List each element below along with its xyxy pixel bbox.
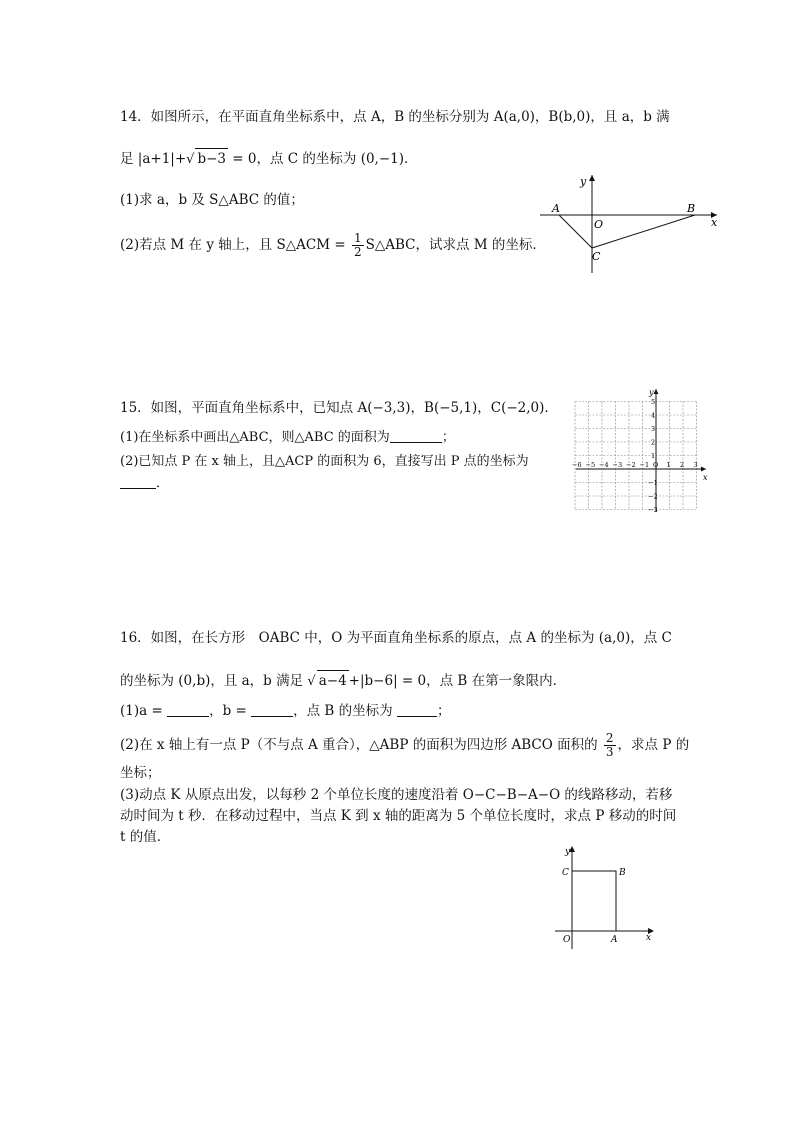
- q15-x-tick-label: O: [653, 461, 659, 469]
- q15-part1-text: (1)在坐标系中画出△ABC，则△ABC 的面积为: [120, 430, 390, 445]
- q16-stem-line2: 的坐标为 (0,b)，且 a，b 满足 √ a−4 +|b−6| = 0，点 B 在第一象限内．: [120, 670, 566, 692]
- q14-stem-line2: 足 |a+1|+√ b−3 = 0，点 C 的坐标为 (0,−1)．: [120, 148, 418, 170]
- q14-part2: [120, 232, 546, 259]
- q16-figure: [552, 843, 662, 951]
- q16-part1: [120, 701, 450, 721]
- q15-x-tick-label: −2: [626, 461, 636, 469]
- q16-part1-b: ，b =: [209, 703, 247, 719]
- q14-label-o: O: [594, 218, 604, 231]
- q14-part2-end: S△ABC，试求点 M 的坐标．: [365, 237, 546, 253]
- q15-x-tick-label: 2: [680, 461, 685, 469]
- q15-y-tick-label: −3: [648, 506, 658, 514]
- q15-x-tick-label: −4: [599, 461, 609, 469]
- q15-grid-lines: [575, 402, 697, 510]
- q16-part3-line1: (3)动点 K 从原点出发，以每秒 2 个单位长度的速度沿着 O−C−B−A−O 的线路移动，若移: [120, 787, 673, 803]
- q16-label-y: y: [565, 847, 571, 857]
- q16-part3-line3: t 的值．: [120, 829, 171, 845]
- q16-blank-a[interactable]: [167, 702, 209, 717]
- q15-answer-blank-2[interactable]: [120, 474, 156, 489]
- q15-part1: [120, 428, 455, 448]
- q14-stem-line1: 14．如图所示，在平面直角坐标系中，点 A，B 的坐标分别为 A(a,0)，B(b,0)，且 a，b 满: [120, 109, 670, 125]
- q16-blank-b[interactable]: [251, 702, 293, 717]
- q15-stem: 15．如图，平面直角坐标系中，已知点 A(−3,3)，B(−5,1)，C(−2,0)．: [120, 400, 558, 416]
- q16-rectangle-oabc: [572, 871, 616, 931]
- q16-label-c: C: [562, 868, 569, 878]
- q16-part1-c: ，点 B 的坐标为: [293, 703, 393, 719]
- q16-fraction: $\frac{2}{3}$: [605, 731, 614, 759]
- q15-y-tick-label: 4: [651, 411, 656, 420]
- q16-part1-a: (1)a =: [120, 703, 163, 719]
- q14-label-y: y: [580, 175, 587, 188]
- q14-part2-start: (2)若点 M 在 y 轴上，且 S△ACM =: [120, 237, 346, 253]
- q15-y-tick-label: 1: [651, 452, 656, 460]
- q14-figure: [535, 170, 725, 275]
- q15-x-tick-label: 3: [693, 461, 698, 469]
- q16-sqrt-radicand: a−4: [317, 670, 349, 691]
- q16-blank-point-b[interactable]: [397, 702, 437, 717]
- q15-x-label: x: [703, 473, 708, 482]
- q14-part1: (1)求 a，b 及 S△ABC 的值；: [120, 192, 304, 208]
- q14-segment-cb: [592, 215, 695, 248]
- q15-y-label: y: [649, 388, 654, 397]
- q16-label-b: B: [619, 868, 626, 878]
- q16-part2-end: ，求点 P 的: [617, 737, 690, 753]
- q15-part2-end: ．: [156, 476, 170, 491]
- q15-y-tick-label: −1: [648, 479, 658, 487]
- q16-condition-start: 的坐标为 (0,b)，且 a，b 满足: [120, 673, 304, 689]
- q15-x-tick-label: −6: [572, 461, 582, 469]
- q14-label-a: A: [552, 202, 560, 215]
- q16-part3-line2: 动时间为 t 秒．在移动过程中，当点 K 到 x 轴的距离为 5 个单位长度时，求点 P 移动的时间: [120, 808, 677, 824]
- q14-sqrt-radicand: b−3: [195, 148, 228, 169]
- q15-x-tick-label: −5: [585, 461, 596, 469]
- q14-label-c: C: [592, 250, 601, 263]
- q16-label-a: A: [611, 935, 618, 945]
- q15-part2: (2)已知点 P 在 x 轴上，且△ACP 的面积为 6，直接写出 P 点的坐标为: [120, 454, 529, 469]
- q14-condition-start: 足 |a+1|+: [120, 151, 187, 167]
- q16-part2-cont: 坐标；: [120, 765, 161, 781]
- q15-y-tick-label: 5: [651, 398, 656, 406]
- q16-label-x: x: [646, 933, 652, 943]
- q15-y-tick-label: −2: [648, 492, 658, 501]
- q14-condition-end: = 0，点 C 的坐标为 (0,−1)．: [232, 151, 418, 167]
- q14-label-x: x: [711, 216, 718, 229]
- q16-part1-d: ；: [436, 703, 451, 719]
- q16-part2: [120, 732, 689, 759]
- q15-x-tick-labels: [572, 461, 698, 469]
- q15-y-tick-label: 2: [651, 438, 656, 447]
- q15-grid-figure: [572, 385, 712, 515]
- q15-x-tick-label: −1: [639, 461, 650, 469]
- q16-label-o: O: [563, 935, 571, 945]
- q14-fraction: $\frac{1}{2}$: [353, 231, 362, 259]
- q16-part2-start: (2)在 x 轴上有一点 P（不与点 A 重合），△ABP 的面积为四边形 ABCO 面积的: [120, 737, 598, 753]
- q15-y-tick-label: 3: [651, 425, 656, 433]
- q14-segment-ac: [559, 215, 592, 248]
- q16-condition-end: +|b−6| = 0，点 B 在第一象限内．: [348, 673, 567, 689]
- q15-answer-blank-1[interactable]: [390, 428, 442, 443]
- q16-stem-line1: 16．如图，在长方形 OABC 中，O 为平面直角坐标系的原点，点 A 的坐标为 (a,0)，点 C: [120, 630, 672, 646]
- q15-part1-end: ；: [441, 430, 455, 445]
- q15-part2-cont: [120, 474, 169, 494]
- q14-label-b: B: [687, 202, 696, 215]
- q15-x-tick-label: −3: [612, 461, 623, 469]
- q15-x-tick-label: 1: [666, 461, 671, 469]
